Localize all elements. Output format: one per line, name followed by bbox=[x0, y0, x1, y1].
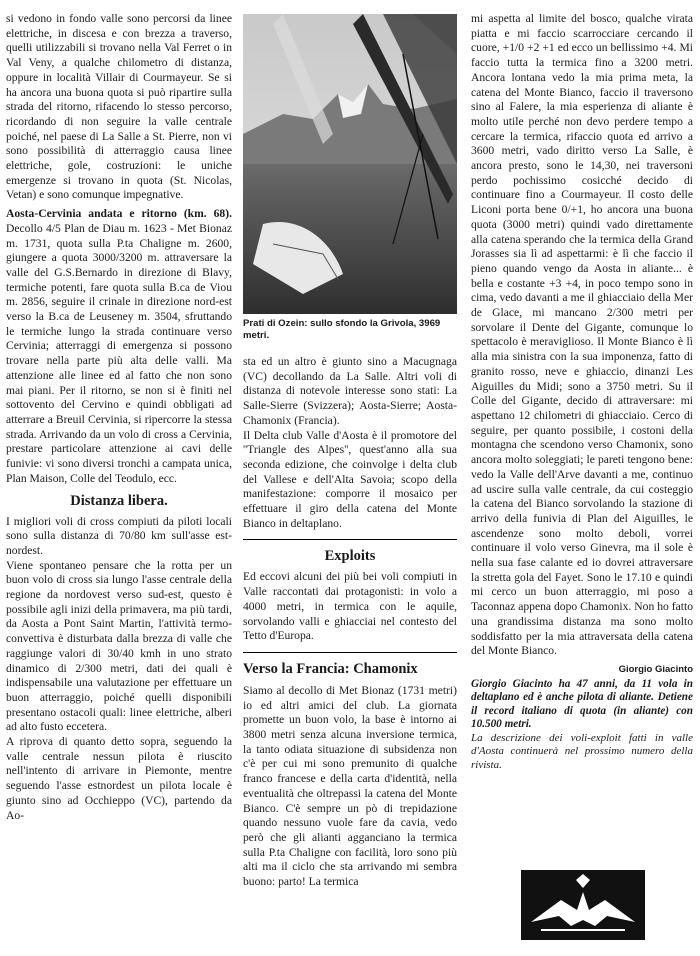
hang-glider-photo bbox=[243, 14, 457, 314]
runin-heading: Aosta-Cervinia andata e ritorno (km. 68). bbox=[6, 207, 232, 221]
paragraph: Il Delta club Valle d'Aosta è il promotore del ''Triangle des Alpes'', quest'anno alla sua seconda edizione, che coinvolge i delta club del Vallese e dell'Alta Savoia; scopo della manifestazione: comporre il mosaico per effettuare il giro della catena del Monte Bianco in deltaplano. bbox=[243, 428, 457, 530]
paragraph: Viene spontaneo pensare che la rotta per un buon volo di cross sia lungo l'asse centrale della regione da nordovest verso sud-est, questo è possibile agli inizi della primavera, ma più tardi, da Aosta a Pont Saint Martin, l'attività termo-convettiva è disturbata dalla brezza di valle che raggiunge valori di 30/40 kmh in uno strato dinamico di 2/300 metri, dati dei quali è indispensabile una valutazione per effettuare un buon atterraggio, poiché quelli disponibili presentano ostacoli quali: linee elettriche, alberi ad alto fusto eccetera. bbox=[6, 558, 232, 734]
paragraph: si vedono in fondo valle sono percorsi da linee elettriche, in discesa e con brezza a traverso, quelli utilizzabili si trovano nella Val Ferret o in Val Veny, a qualche chilometro di distanza, oppure in località Villair di Courmayeur. Se si ha ancora una buona quota si può ripartire sulla strada del ritorno, rifacendo lo stesso percorso, ricordando di non seguire la valle centrale poiché, nel paese di La Salle a St. Pierre, non vi sono possibilità di atterraggio causa linee elettriche, gole, costruzioni: le uniche emergenze si trovano in quota (St. Nicolas, Vetan) e sono comunque impegnative. bbox=[6, 12, 232, 202]
paragraph: I migliori voli di cross compiuti da piloti locali sono sulla distanza di 70/80 km sull'asse est-nordest. bbox=[6, 514, 232, 557]
paragraph-body: Decollo 4/5 Plan de Diau m. 1623 - Met Bionaz m. 1731, quota sulla P.ta Chaligne m. 2600, giungere a quota 3000/3200 m. attraversare la valle del G.S.Bernardo in direzione di Blavy, termiche potenti, fare quota sulla B.ca de Viou m. 2856, seguire il crinale in direzione nord-est verso la B.ca de Leuseney m. 3504, sfruttando le termiche lungo la strada continuare verso Cervinia; atterraggi di emergenza si possono trovare nella parte più alta delle valli. Ma attenzione alle linee ed al fatto che non sono mai piani. Per il ritorno, se non si è finiti nel sottovento del Cervino e quindi obbligati ad atterrare a Breuil Cervinia, si ripercorre la stessa strada. Arrivando da un volo di cross a Cervinia, prestare particolare attenzione ai cavi delle funivie: vi sono diversi tronchi a campata unica, Plan Maison, Colle del Teodulo, ecc. bbox=[6, 221, 232, 485]
column-left bbox=[6, 12, 232, 823]
paragraph: Siamo al decollo di Met Bionaz (1731 metri) io ed altri amici del club. La giornata promette un buon volo, la base è intorno ai 3800 metri senza alcuna inversione termica, la tanto odiata situazione di subsidenza non c'è per cui mi sono premunito di qualche franco francese e della carta d'identità, nella eventualità che oltrepassi la catena del Monte Bianco. C'è sempre un pò di trepidazione quando nessuno vuole fare da cavia, vedo però che gli alianti agganciano la termica sulla P.ta Chaligne con facilità, loro sono più alti ma il ciclo che sta arrivando mi sembra buono: parto! La termica bbox=[243, 683, 457, 889]
photo-graphic bbox=[243, 14, 457, 314]
column-middle bbox=[243, 355, 457, 890]
eagle-emblem-icon bbox=[521, 870, 645, 940]
author-signature: Giorgio Giacinto bbox=[618, 663, 693, 675]
divider bbox=[243, 652, 457, 653]
paragraph: mi aspetta al limite del bosco, qualche virata piatta e mi faccio scarrocciare cercando il cuore, +1/0 +2 +1 ed ecco un bellissimo +4. Mi faccio tutta la termica fino a 3200 metri. Ancora lontana vedo la mia prima meta, la catena del Monte Bianco, faccio il traversono sino al Falere, la mia esperienza di aliante è molto utile perché non devo perdere tempo a cercare la termica, rifaccio quota ed arrivo a 3600 metri, vado diritto verso La Salle, è ancora presto, sono le 14,30, nei traversoni perdo pochissimo cosicché decido di continuare fino a Courmayeur. Il costo delle Liconi porta bene 0/+1, ho ancora una buona quota (3000 metri) quindi vado direttamente alla catena sperando che la termica della Grand Jorasses sia lì ad aspettarmi: è lì che faccio il pieno quando vengo da Aosta in aliante... è bella e costante +3 +4, in poco tempo sono in cima, vedo davanti a me il ghiacciaio della Mer de Glace, mi mancano 2/300 metri per sorvolare il Dente del Gigante, comunque lo spettacolo è meraviglioso. Il Monte Bianco è lì alla mia sinistra con la sua imponenza, fatto di granito rosso, neve e ghiaccio, dinanzi Les Aiguilles du Midi; sono a 3750 metri. Su il Colle del Gigante, decido di attraversare: mi aspettano 12 chilometri di ghiacciaio. Cerco di seguire, per quanto possibile, i costoni della montagna che scendono verso Chamonix, sono ancora molto soleggiati; le pareti tengono bene: vedo la Valle dell'Arve davanti a me, continuo ad uscire sulla valle centrale, da cui costeggio la catena del Bianco sorvolando la stazione di arrivo della funivia di Plan del Aiguilles, le ascendenze sono molto deboli, vorrei continuare il volo verso Ginevra, ma il sole è nella sua fase calante ed io dovrei attraversare la stretta gola del Fayet. Sono le 17.10 e quindi mi cerco un buon atterraggio, mi poso a Taconnaz appena dopo Chamonix. Non ho fatto una grandissima distanza ma sono molto soddisfatto per la mia attraversata della catena del Monte Bianco. bbox=[471, 12, 693, 658]
author-bio: Giorgio Giacinto ha 47 anni, da 11 vola in deltaplano ed è anche pilota di aliante. Detiene il record italiano di quota (in aliante) con 10.500 metri. bbox=[471, 677, 693, 731]
photo-caption: Prati di Ozein: sullo sfondo la Grivola, 3969 metri. bbox=[243, 318, 441, 341]
column-right bbox=[471, 12, 693, 772]
section-heading-chamonix: Verso la Francia: Chamonix bbox=[243, 660, 418, 677]
section-heading-distanza: Distanza libera. bbox=[70, 492, 168, 509]
paragraph: sta ed un altro è giunto sino a Macugnaga (VC) decollando da La Salle. Altri voli di distanza di notevole interesse sono stati: La Salle-Sierre (Svizzera); Aosta-Sierre; Aosta-Chamonix (Francia). bbox=[243, 355, 457, 427]
eagle-emblem-graphic bbox=[521, 870, 645, 940]
editor-note: La descrizione dei voli-exploit fatti in valle d'Aosta continuerà nel prossimo numero della rivista. bbox=[471, 731, 693, 771]
paragraph-aosta-cervinia bbox=[6, 207, 232, 486]
paragraph: Ed eccovi alcuni dei più bei voli compiuti in Valle raccontati dai protagonisti: in volo a 4000 metri, in termica con le aquile, sorvolando valli e ghiacciai nel contesto del Tetto d'Europa. bbox=[243, 570, 457, 643]
divider bbox=[243, 539, 457, 540]
section-heading-exploits: Exploits bbox=[324, 548, 376, 565]
paragraph: A riprova di quanto detto sopra, seguendo la valle centrale nessun pilota è riuscito nell'intento di arrivare in Piemonte, mentre seguendo l'asse estnordest un pilota locale è giunto sino ad Occhieppo (VC), partendo da Ao- bbox=[6, 735, 232, 822]
